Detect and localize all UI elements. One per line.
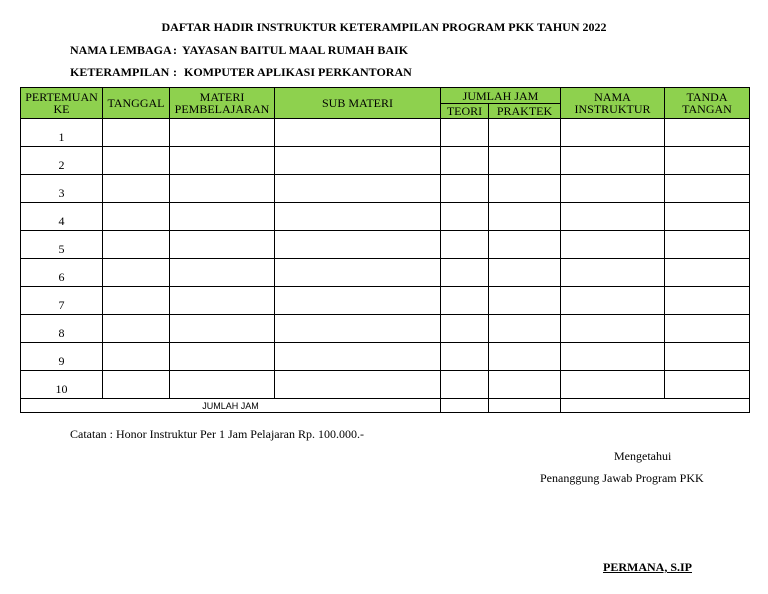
- lembaga-label: NAMA LEMBAGA: [70, 43, 172, 57]
- cell-sub-materi[interactable]: [275, 175, 441, 203]
- cell-teori[interactable]: [441, 231, 489, 259]
- cell-nama-instruktur[interactable]: [561, 371, 665, 399]
- table-row: [21, 203, 750, 231]
- cell-tanggal[interactable]: [103, 259, 170, 287]
- total-row: [21, 399, 750, 413]
- table-row: [21, 119, 750, 147]
- cell-materi[interactable]: [170, 175, 275, 203]
- cell-tanda-tangan[interactable]: [665, 147, 750, 175]
- cell-nama-instruktur[interactable]: [561, 259, 665, 287]
- cell-materi[interactable]: [170, 147, 275, 175]
- row-number: 10: [21, 371, 103, 399]
- penanggung-jawab-text: Penanggung Jawab Program PKK: [540, 471, 704, 485]
- cell-teori[interactable]: [441, 203, 489, 231]
- row-number: 2: [21, 147, 103, 175]
- cell-praktek[interactable]: [489, 315, 561, 343]
- cell-praktek[interactable]: [489, 175, 561, 203]
- cell-nama-instruktur[interactable]: [561, 147, 665, 175]
- header-praktek: PRAKTEK: [489, 104, 561, 119]
- keterampilan-label: KETERAMPILAN: [70, 65, 170, 79]
- total-empty-cell: [561, 399, 750, 413]
- cell-teori[interactable]: [441, 287, 489, 315]
- lembaga-separator: :: [173, 43, 177, 57]
- table-row: [21, 231, 750, 259]
- cell-nama-instruktur[interactable]: [561, 203, 665, 231]
- cell-sub-materi[interactable]: [275, 231, 441, 259]
- total-praktek-cell[interactable]: [489, 399, 561, 413]
- cell-praktek[interactable]: [489, 259, 561, 287]
- table-row: [21, 287, 750, 315]
- cell-praktek[interactable]: [489, 147, 561, 175]
- mengetahui-text: Mengetahui: [614, 449, 672, 463]
- cell-tanggal[interactable]: [103, 203, 170, 231]
- cell-tanda-tangan[interactable]: [665, 119, 750, 147]
- row-number: 8: [21, 315, 103, 343]
- cell-tanda-tangan[interactable]: [665, 287, 750, 315]
- cell-tanggal[interactable]: [103, 343, 170, 371]
- cell-teori[interactable]: [441, 147, 489, 175]
- cell-praktek[interactable]: [489, 287, 561, 315]
- cell-materi[interactable]: [170, 203, 275, 231]
- cell-tanda-tangan[interactable]: [665, 259, 750, 287]
- total-teori-cell[interactable]: [441, 399, 489, 413]
- row-number: 9: [21, 343, 103, 371]
- table-row: [21, 315, 750, 343]
- cell-materi[interactable]: [170, 259, 275, 287]
- cell-nama-instruktur[interactable]: [561, 231, 665, 259]
- cell-sub-materi[interactable]: [275, 371, 441, 399]
- cell-materi[interactable]: [170, 231, 275, 259]
- cell-materi[interactable]: [170, 287, 275, 315]
- cell-tanda-tangan[interactable]: [665, 315, 750, 343]
- cell-teori[interactable]: [441, 175, 489, 203]
- cell-tanggal[interactable]: [103, 371, 170, 399]
- cell-tanggal[interactable]: [103, 315, 170, 343]
- table-row: [21, 175, 750, 203]
- cell-sub-materi[interactable]: [275, 259, 441, 287]
- cell-praktek[interactable]: [489, 371, 561, 399]
- table-row: [21, 259, 750, 287]
- cell-nama-instruktur[interactable]: [561, 343, 665, 371]
- document-title: DAFTAR HADIR INSTRUKTUR KETERAMPILAN PROGRAM PKK TAHUN 2022: [161, 20, 607, 34]
- cell-tanggal[interactable]: [103, 147, 170, 175]
- signatory-name: PERMANA, S.IP: [603, 560, 692, 574]
- cell-tanggal[interactable]: [103, 119, 170, 147]
- keterampilan-separator: :: [173, 65, 177, 79]
- table-row: [21, 371, 750, 399]
- cell-nama-instruktur[interactable]: [561, 315, 665, 343]
- cell-sub-materi[interactable]: [275, 147, 441, 175]
- cell-tanda-tangan[interactable]: [665, 231, 750, 259]
- cell-materi[interactable]: [170, 371, 275, 399]
- row-number: 5: [21, 231, 103, 259]
- cell-tanggal[interactable]: [103, 231, 170, 259]
- cell-materi[interactable]: [170, 315, 275, 343]
- cell-teori[interactable]: [441, 119, 489, 147]
- cell-teori[interactable]: [441, 371, 489, 399]
- header-pertemuan: PERTEMUAN KE: [21, 88, 103, 119]
- cell-sub-materi[interactable]: [275, 203, 441, 231]
- cell-teori[interactable]: [441, 343, 489, 371]
- header-teori: TEORI: [441, 104, 489, 119]
- cell-tanda-tangan[interactable]: [665, 343, 750, 371]
- cell-teori[interactable]: [441, 315, 489, 343]
- row-number: 6: [21, 259, 103, 287]
- table-row: [21, 343, 750, 371]
- keterampilan-value: KOMPUTER APLIKASI PERKANTORAN: [184, 65, 412, 79]
- cell-praktek[interactable]: [489, 231, 561, 259]
- header-jumlah-jam: JUMLAH JAM: [441, 88, 561, 104]
- cell-sub-materi[interactable]: [275, 315, 441, 343]
- cell-sub-materi[interactable]: [275, 119, 441, 147]
- cell-materi[interactable]: [170, 343, 275, 371]
- header-sub-materi: SUB MATERI: [275, 88, 441, 119]
- cell-praktek[interactable]: [489, 203, 561, 231]
- cell-praktek[interactable]: [489, 119, 561, 147]
- cell-nama-instruktur[interactable]: [561, 119, 665, 147]
- cell-tanggal[interactable]: [103, 287, 170, 315]
- cell-tanda-tangan[interactable]: [665, 175, 750, 203]
- cell-tanda-tangan[interactable]: [665, 371, 750, 399]
- cell-sub-materi[interactable]: [275, 287, 441, 315]
- row-number: 4: [21, 203, 103, 231]
- lembaga-value: YAYASAN BAITUL MAAL RUMAH BAIK: [182, 43, 409, 57]
- total-label: JUMLAH JAM: [21, 399, 441, 413]
- cell-nama-instruktur[interactable]: [561, 175, 665, 203]
- cell-tanggal[interactable]: [103, 175, 170, 203]
- cell-sub-materi[interactable]: [275, 343, 441, 371]
- header-tanggal: TANGGAL: [103, 88, 170, 119]
- cell-praktek[interactable]: [489, 343, 561, 371]
- table-row: [21, 147, 750, 175]
- cell-tanda-tangan[interactable]: [665, 203, 750, 231]
- row-number: 3: [21, 175, 103, 203]
- row-number: 1: [21, 119, 103, 147]
- header-materi: MATERI PEMBELAJARAN: [170, 88, 275, 119]
- attendance-table: [20, 87, 750, 413]
- cell-teori[interactable]: [441, 259, 489, 287]
- cell-nama-instruktur[interactable]: [561, 287, 665, 315]
- row-number: 7: [21, 287, 103, 315]
- header-tanda-tangan: TANDA TANGAN: [665, 88, 750, 119]
- header-nama-instruktur: NAMA INSTRUKTUR: [561, 88, 665, 119]
- honor-note: Catatan : Honor Instruktur Per 1 Jam Pelajaran Rp. 100.000.-: [70, 427, 364, 441]
- cell-materi[interactable]: [170, 119, 275, 147]
